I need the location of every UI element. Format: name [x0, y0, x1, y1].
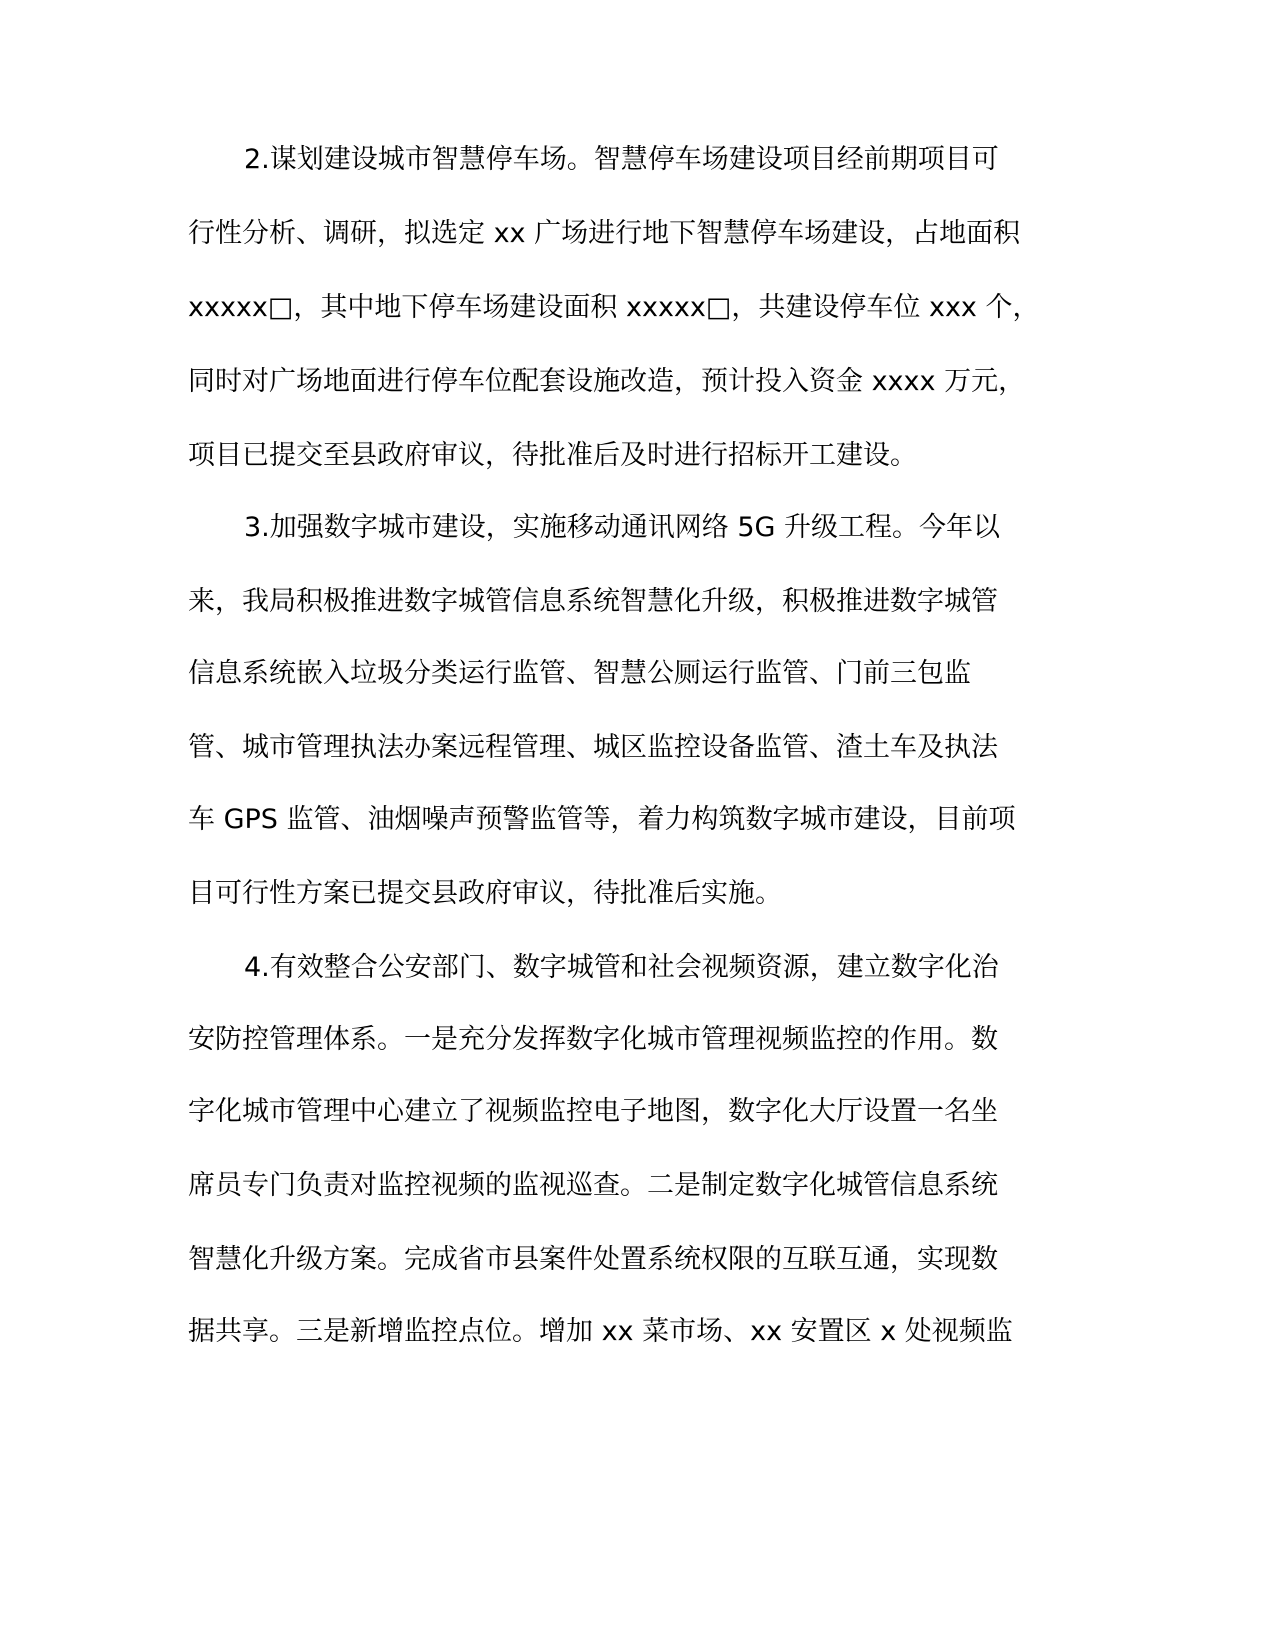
paragraph-3-line-6: 目可行性方案已提交县政府审议，待批准后实施。	[188, 878, 782, 909]
paragraph-4-line-2: 安防控管理体系。一是充分发挥数字化城市管理视频监控的作用。数	[188, 1024, 998, 1055]
paragraph-3-line-2: 来，我局积极推进数字城管信息系统智慧化升级，积极推进数字城管	[188, 586, 998, 617]
paragraph-4-line-4: 席员专门负责对监控视频的监视巡查。二是制定数字化城管信息系统	[188, 1170, 998, 1201]
paragraph-3-line-4: 管、城市管理执法办案远程管理、城区监控设备监管、渣土车及执法	[188, 732, 998, 763]
paragraph-2-line-1: 2.谋划建设城市智慧停车场。智慧停车场建设项目经前期项目可	[244, 144, 999, 175]
paragraph-4-line-6: 据共享。三是新增监控点位。增加 xx 菜市场、xx 安置区 x 处视频监	[188, 1316, 1013, 1347]
paragraph-4-line-5: 智慧化升级方案。完成省市县案件处置系统权限的互联互通，实现数	[188, 1244, 998, 1275]
paragraph-2-line-5: 项目已提交至县政府审议，待批准后及时进行招标开工建设。	[188, 440, 917, 471]
paragraph-4-line-3: 字化城市管理中心建立了视频监控电子地图，数字化大厅设置一名坐	[188, 1096, 998, 1127]
paragraph-4-line-1: 4.有效整合公安部门、数字城管和社会视频资源，建立数字化治	[244, 952, 999, 983]
paragraph-2-line-2: 行性分析、调研，拟选定 xx 广场进行地下智慧停车场建设，占地面积	[188, 218, 1021, 249]
paragraph-3-line-1: 3.加强数字城市建设，实施移动通讯网络 5G 升级工程。今年以	[244, 512, 1001, 543]
paragraph-3-line-3: 信息系统嵌入垃圾分类运行监管、智慧公厕运行监管、门前三包监	[188, 658, 971, 689]
paragraph-2-line-4: 同时对广场地面进行停车位配套设施改造，预计投入资金 xxxx 万元，	[188, 366, 1026, 397]
paragraph-3-line-5: 车 GPS 监管、油烟噪声预警监管等，着力构筑数字城市建设，目前项	[188, 804, 1016, 835]
paragraph-2-line-3: xxxxx□，其中地下停车场建设面积 xxxxx□，共建设停车位 xxx 个，	[188, 292, 1040, 323]
